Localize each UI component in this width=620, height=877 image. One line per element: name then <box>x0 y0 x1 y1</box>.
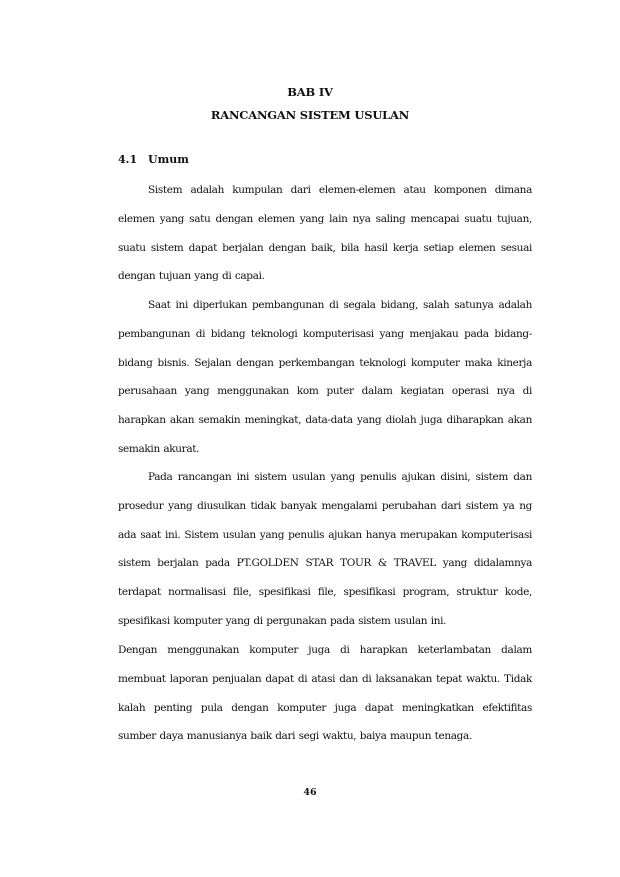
section-heading <box>118 153 189 166</box>
paragraph-3 <box>118 463 532 636</box>
section-number: 4.1 <box>118 153 138 166</box>
paragraph-text: Dengan menggunakan komputer juga di harapkan keterlambatan dalam membuat laporan penjualan dapat di atasi dan di laksanakan tepat waktu. Tidak kalah penting pula dengan komputer juga dapat meningkatkan efektifitas sumber daya manusianya baik dari segi waktu, baiya maupun tenaga. <box>118 644 532 743</box>
paragraph-text: Sistem adalah kumpulan dari elemen-elemen atau komponen dimana elemen yang satu dengan elemen yang lain nya saling mencapai suatu tujuan, suatu sistem dapat berjalan dengan baik, bila hasil kerja setiap elemen sesuai dengan tujuan yang di capai. <box>118 184 532 283</box>
paragraph-1 <box>118 176 532 291</box>
paragraph-text: Saat ini diperlukan pembangunan di segala bidang, salah satunya adalah pembangunan di bidang teknologi komputerisasi yang menjakau pada bidang-bidang bisnis. Sejalan dengan perkembangan teknologi komputer maka kinerja perusahaan yang menggunakan kom puter dalam kegiatan operasi nya di harapkan akan semakin meningkat, data-data yang diolah juga diharapkan akan semakin akurat. <box>118 299 532 455</box>
paragraph-4 <box>118 636 532 751</box>
paragraph-2 <box>118 291 532 464</box>
chapter-number: BAB IV <box>287 85 333 99</box>
chapter-title: RANCANGAN SISTEM USULAN <box>210 108 410 122</box>
page-number: 46 <box>303 787 317 798</box>
section-title: Umum <box>148 153 189 166</box>
paragraph-text: Pada rancangan ini sistem usulan yang penulis ajukan disini, sistem dan prosedur yang diusulkan tidak banyak mengalami perubahan dari sistem ya ng ada saat ini. Sistem usulan yang penulis ajukan hanya merupakan komputerisasi sistem berjalan pada PT.GOLDEN STAR TOUR & TRAVEL yang didalamnya terdapat normalisasi file, spesifikasi file, spesifikasi program, struktur kode, spesifikasi komputer yang di pergunakan pada sistem usulan ini. <box>118 471 532 627</box>
